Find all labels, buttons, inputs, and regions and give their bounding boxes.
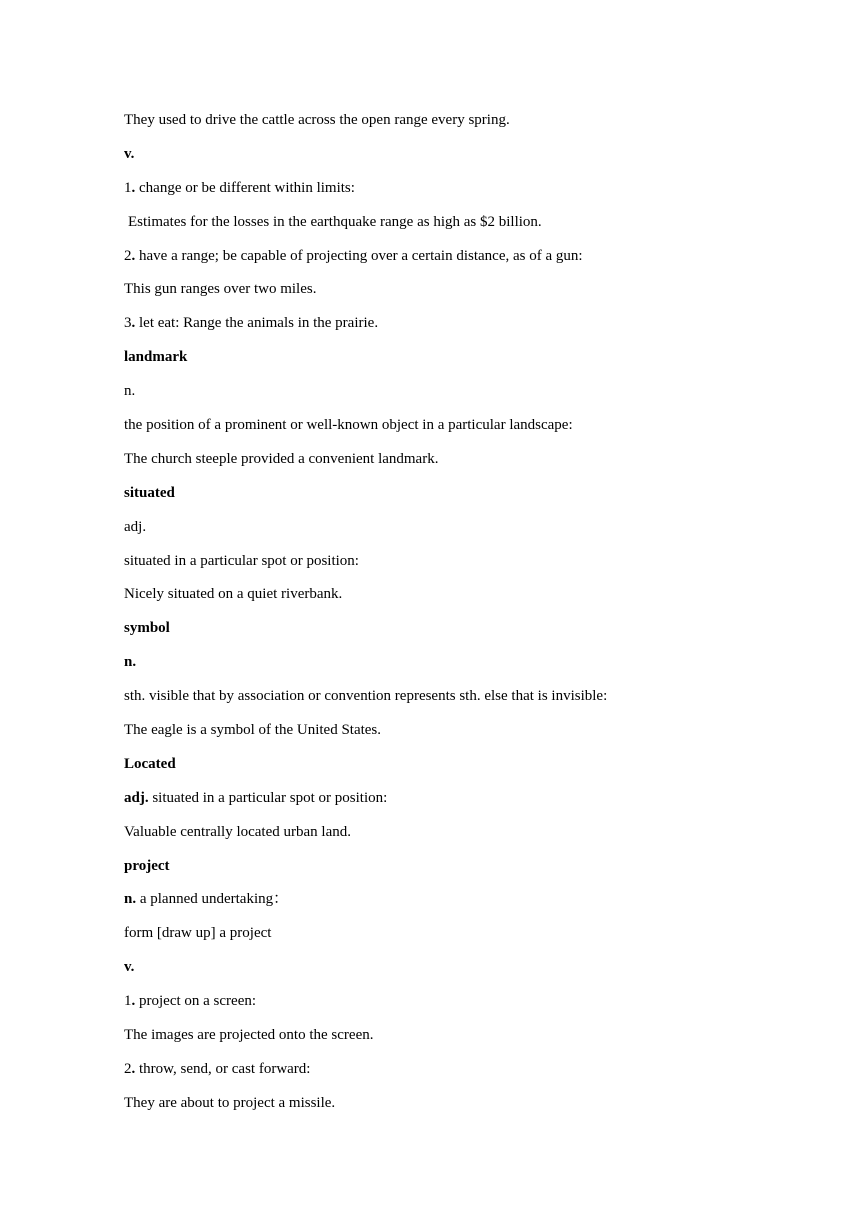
example-sentence: This gun ranges over two miles. — [124, 281, 317, 298]
example-phrase: form [draw up] a project — [124, 925, 272, 942]
headword: Located — [124, 755, 176, 772]
definition-text: have a range; be capable of projecting over a certain distance, as of a gun: — [135, 247, 583, 264]
definition-number-dot: . — [131, 179, 136, 196]
definition-number: 2 — [124, 1060, 132, 1077]
definition-number-dot: . — [131, 1060, 136, 1077]
example-sentence: They used to drive the cattle across the open range every spring. — [124, 112, 510, 128]
definition-number: 2 — [124, 247, 132, 264]
definition-number: 3 — [124, 315, 132, 332]
part-of-speech: n. — [124, 383, 136, 400]
example-sentence: Valuable centrally located urban land. — [124, 823, 351, 840]
part-of-speech: adj. — [124, 789, 149, 806]
example-sentence: The eagle is a symbol of the United States. — [124, 722, 382, 739]
part-of-speech: adj. — [124, 518, 147, 535]
example-sentence: They are about to project a missile. — [124, 1094, 336, 1111]
definition-line — [124, 788, 824, 808]
definition-text: the position of a prominent or well-known object in a particular landscape: — [124, 417, 573, 434]
example-sentence: The images are projected onto the screen. — [124, 1027, 374, 1044]
part-of-speech-verb: v. — [124, 959, 135, 976]
definition-text: change or be different within limits: — [135, 179, 355, 196]
example-sentence: Estimates for the losses in the earthquake range as high as $2 billion. — [128, 213, 542, 230]
definition-text: throw, send, or cast forward: — [135, 1060, 311, 1077]
headword: symbol — [124, 620, 170, 637]
document-page — [124, 110, 824, 1127]
definition-line — [124, 178, 824, 198]
definition-line — [124, 1059, 824, 1079]
definition-line — [124, 246, 824, 266]
part-of-speech-verb: v. — [124, 145, 135, 162]
definition-number-dot: . — [131, 993, 136, 1010]
definition-number-dot: . — [131, 247, 136, 264]
definition-line — [124, 889, 824, 909]
definition-text: situated in a particular spot or position: — [148, 789, 388, 806]
definition-line — [124, 991, 824, 1011]
definition-line — [124, 313, 824, 333]
definition-text: project on a screen: — [135, 993, 257, 1010]
definition-text: situated in a particular spot or position: — [124, 552, 359, 569]
definition-text: a planned undertaking： — [136, 891, 289, 908]
definition-number: 1 — [124, 993, 132, 1010]
headword: situated — [124, 484, 175, 501]
definition-text: let eat: Range the animals in the prairie. — [135, 315, 379, 332]
part-of-speech: n. — [124, 654, 137, 671]
part-of-speech: n. — [124, 891, 137, 908]
example-sentence: The church steeple provided a convenient landmark. — [124, 450, 439, 467]
example-sentence: Nicely situated on a quiet riverbank. — [124, 586, 343, 603]
definition-number: 1 — [124, 179, 132, 196]
definition-text: sth. visible that by association or convention represents sth. else that is invisible: — [124, 688, 608, 705]
headword: project — [124, 857, 170, 874]
definition-number-dot: . — [131, 315, 136, 332]
headword: landmark — [124, 349, 188, 366]
